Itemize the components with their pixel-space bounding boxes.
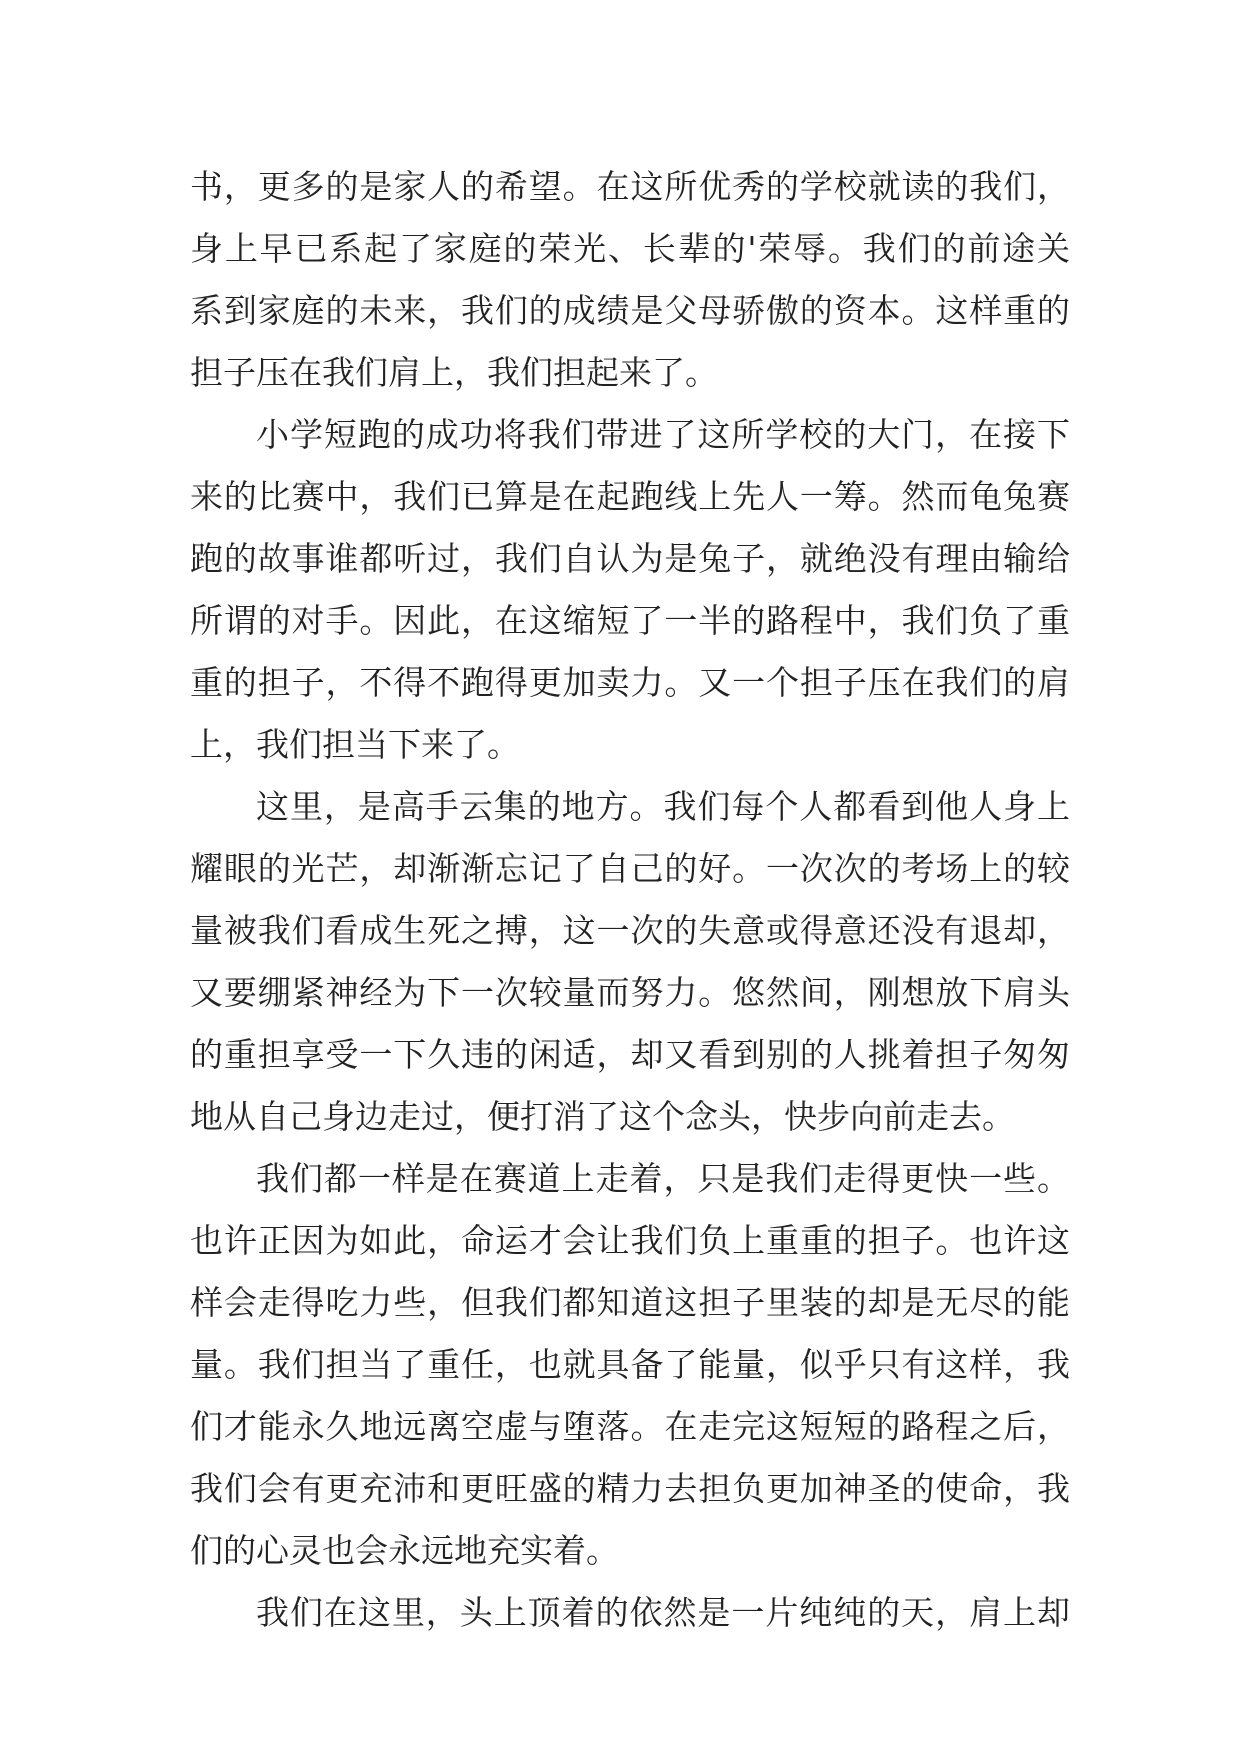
text-line: 们才能永久地远离空虚与堕落。在走完这短短的路程之后， <box>190 1407 1070 1446</box>
text-line: 来的比赛中，我们已算是在起跑线上先人一筹。然而龟兔赛 <box>190 477 1070 516</box>
body-text <box>190 156 1070 1644</box>
text-line: 上，我们担当下来了。 <box>190 725 520 764</box>
text-line: 样会走得吃力些，但我们都知道这担子里装的却是无尽的能 <box>190 1283 1070 1322</box>
text-line: 小学短跑的成功将我们带进了这所学校的大门，在接下 <box>256 415 1070 454</box>
text-line: 地从自己身边走过，便打消了这个念头，快步向前走去。 <box>190 1097 1015 1136</box>
text-line: 担子压在我们肩上，我们担起来了。 <box>190 353 718 392</box>
text-line: 我们会有更充沛和更旺盛的精力去担负更加神圣的使命，我 <box>190 1469 1070 1508</box>
text-line: 耀眼的光芒，却渐渐忘记了自己的好。一次次的考场上的较 <box>190 849 1070 888</box>
text-line: 身上早已系起了家庭的荣光、长辈的'荣辱。我们的前途关 <box>190 229 1070 268</box>
text-line: 我们都一样是在赛道上走着，只是我们走得更快一些。 <box>256 1159 1070 1198</box>
text-line: 书，更多的是家人的希望。在这所优秀的学校就读的我们， <box>190 167 1070 206</box>
text-line: 这里，是高手云集的地方。我们每个人都看到他人身上 <box>256 787 1070 826</box>
text-line: 跑的故事谁都听过，我们自认为是兔子，就绝没有理由输给 <box>190 539 1070 578</box>
text-line: 所谓的对手。因此，在这缩短了一半的路程中，我们负了重 <box>190 601 1070 640</box>
text-line: 重的担子，不得不跑得更加卖力。又一个担子压在我们的肩 <box>190 663 1070 702</box>
text-line: 量被我们看成生死之搏，这一次的失意或得意还没有退却， <box>190 911 1070 950</box>
text-line: 我们在这里，头上顶着的依然是一片纯纯的天，肩上却 <box>256 1593 1070 1632</box>
text-line: 的重担享受一下久违的闲适，却又看到别的人挑着担子匆匆 <box>190 1035 1070 1074</box>
text-line: 系到家庭的未来，我们的成绩是父母骄傲的资本。这样重的 <box>190 291 1070 330</box>
text-line: 也许正因为如此，命运才会让我们负上重重的担子。也许这 <box>190 1221 1070 1260</box>
text-line: 又要绷紧神经为下一次较量而努力。悠然间，刚想放下肩头 <box>190 973 1070 1012</box>
text-line: 量。我们担当了重任，也就具备了能量，似乎只有这样，我 <box>190 1345 1070 1384</box>
text-line: 们的心灵也会永远地充实着。 <box>190 1531 619 1570</box>
